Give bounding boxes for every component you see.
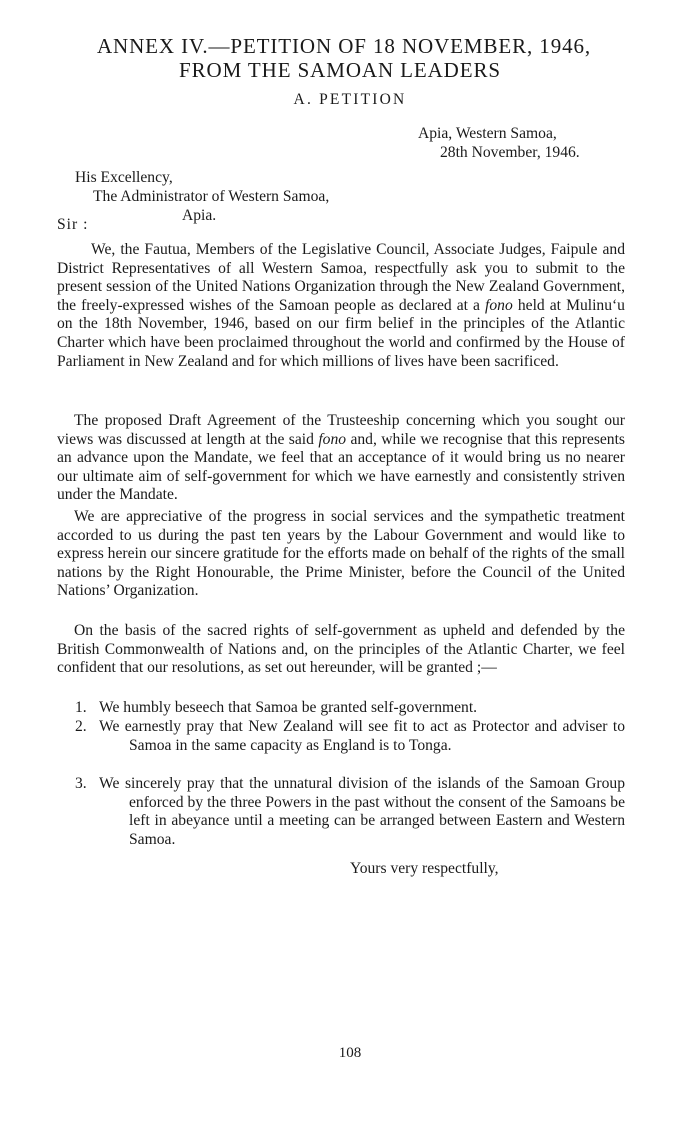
- annex-title-line1: ANNEX IV.—PETITION OF 18 NOVEMBER, 1946,: [96, 34, 592, 58]
- salutation: Sir :: [57, 216, 89, 233]
- closing-line: Yours very respectfully,: [350, 860, 499, 877]
- letter-date: 28th November, 1946.: [440, 144, 580, 161]
- addressee-line2: The Administrator of Western Samoa,: [93, 188, 330, 205]
- paragraph-3: We are appreciative of the progress in social services and the sympathetic treatment accorded to us during the past ten years by the Labour Government and would like to express herein our sincere gratitude for the efforts made on behalf of the rights of the small nations by the Right Honourable, the Prime Minister, before the Council of the United Nations’ Organization.: [57, 508, 625, 600]
- resolution-text: We humbly beseech that Samoa be granted self-government.: [99, 699, 478, 716]
- resolution-number: 2.: [75, 718, 87, 735]
- paragraph-2-part-a: The proposed Draft Agreement of the Trusteeship concerning which you sought our views was discussed at length at the said: [57, 412, 625, 448]
- paragraph-2: [57, 412, 625, 505]
- paragraph-2-italic: fono: [318, 430, 347, 448]
- resolution-text: We earnestly pray that New Zealand will see fit to act as Protector and adviser to Samoa in the same capacity as England is to Tonga.: [99, 718, 625, 754]
- resolution-text: We sincerely pray that the unnatural division of the islands of the Samoan Group enforced by the three Powers in the past without the consent of the Samoans be left in abeyance until a meeting can be arranged between Eastern and Western Samoa.: [99, 775, 625, 848]
- resolution-number: 3.: [75, 775, 87, 792]
- resolution-item-3: [57, 775, 625, 849]
- resolution-item-2: [57, 718, 625, 755]
- paragraph-1-italic: fono: [485, 296, 513, 314]
- paragraph-1-part-c: held at Mulinu‘u on the 18th November, 1946, based on our firm belief in the principles of the Atlantic Charter which have been proclaimed throughout the world and confirmed by the House of Parliament in New Zealand and for which millions of lives have been sacrificed.: [57, 296, 625, 370]
- paragraph-2-part-c: and, while we recognise that this represents an advance upon the Mandate, we feel that an acceptance of it would bring us no nearer our ultimate aim of self-government for which we have earnestly and consistently striven under the Mandate.: [57, 430, 626, 504]
- resolution-number: 1.: [75, 699, 87, 716]
- addressee-line3: Apia.: [182, 207, 217, 224]
- paragraph-1-part-a: We, the Fautua, Members of the Legislative Council, Associate Judges, Faipule and District Representatives of all Western Samoa, respectfully ask you to submit to the present session of the United Nations Organization through the New Zealand Government, the freely-expressed wishes of the Samoan people as declared at a: [57, 241, 625, 314]
- paragraph-1: [57, 241, 625, 371]
- annex-title-line2: FROM THE SAMOAN LEADERS: [179, 58, 501, 82]
- letter-place: Apia, Western Samoa,: [418, 125, 557, 142]
- addressee-line1: His Excellency,: [75, 169, 173, 186]
- resolution-item-1: [57, 699, 625, 718]
- paragraph-4: On the basis of the sacred rights of self-government as upheld and defended by the British Commonwealth of Nations and, on the principles of the Atlantic Charter, we feel confident that our resolutions, as set out hereunder, will be granted ;—: [57, 622, 625, 677]
- page-number: 108: [338, 1045, 362, 1061]
- section-subheading: A. PETITION: [293, 91, 407, 108]
